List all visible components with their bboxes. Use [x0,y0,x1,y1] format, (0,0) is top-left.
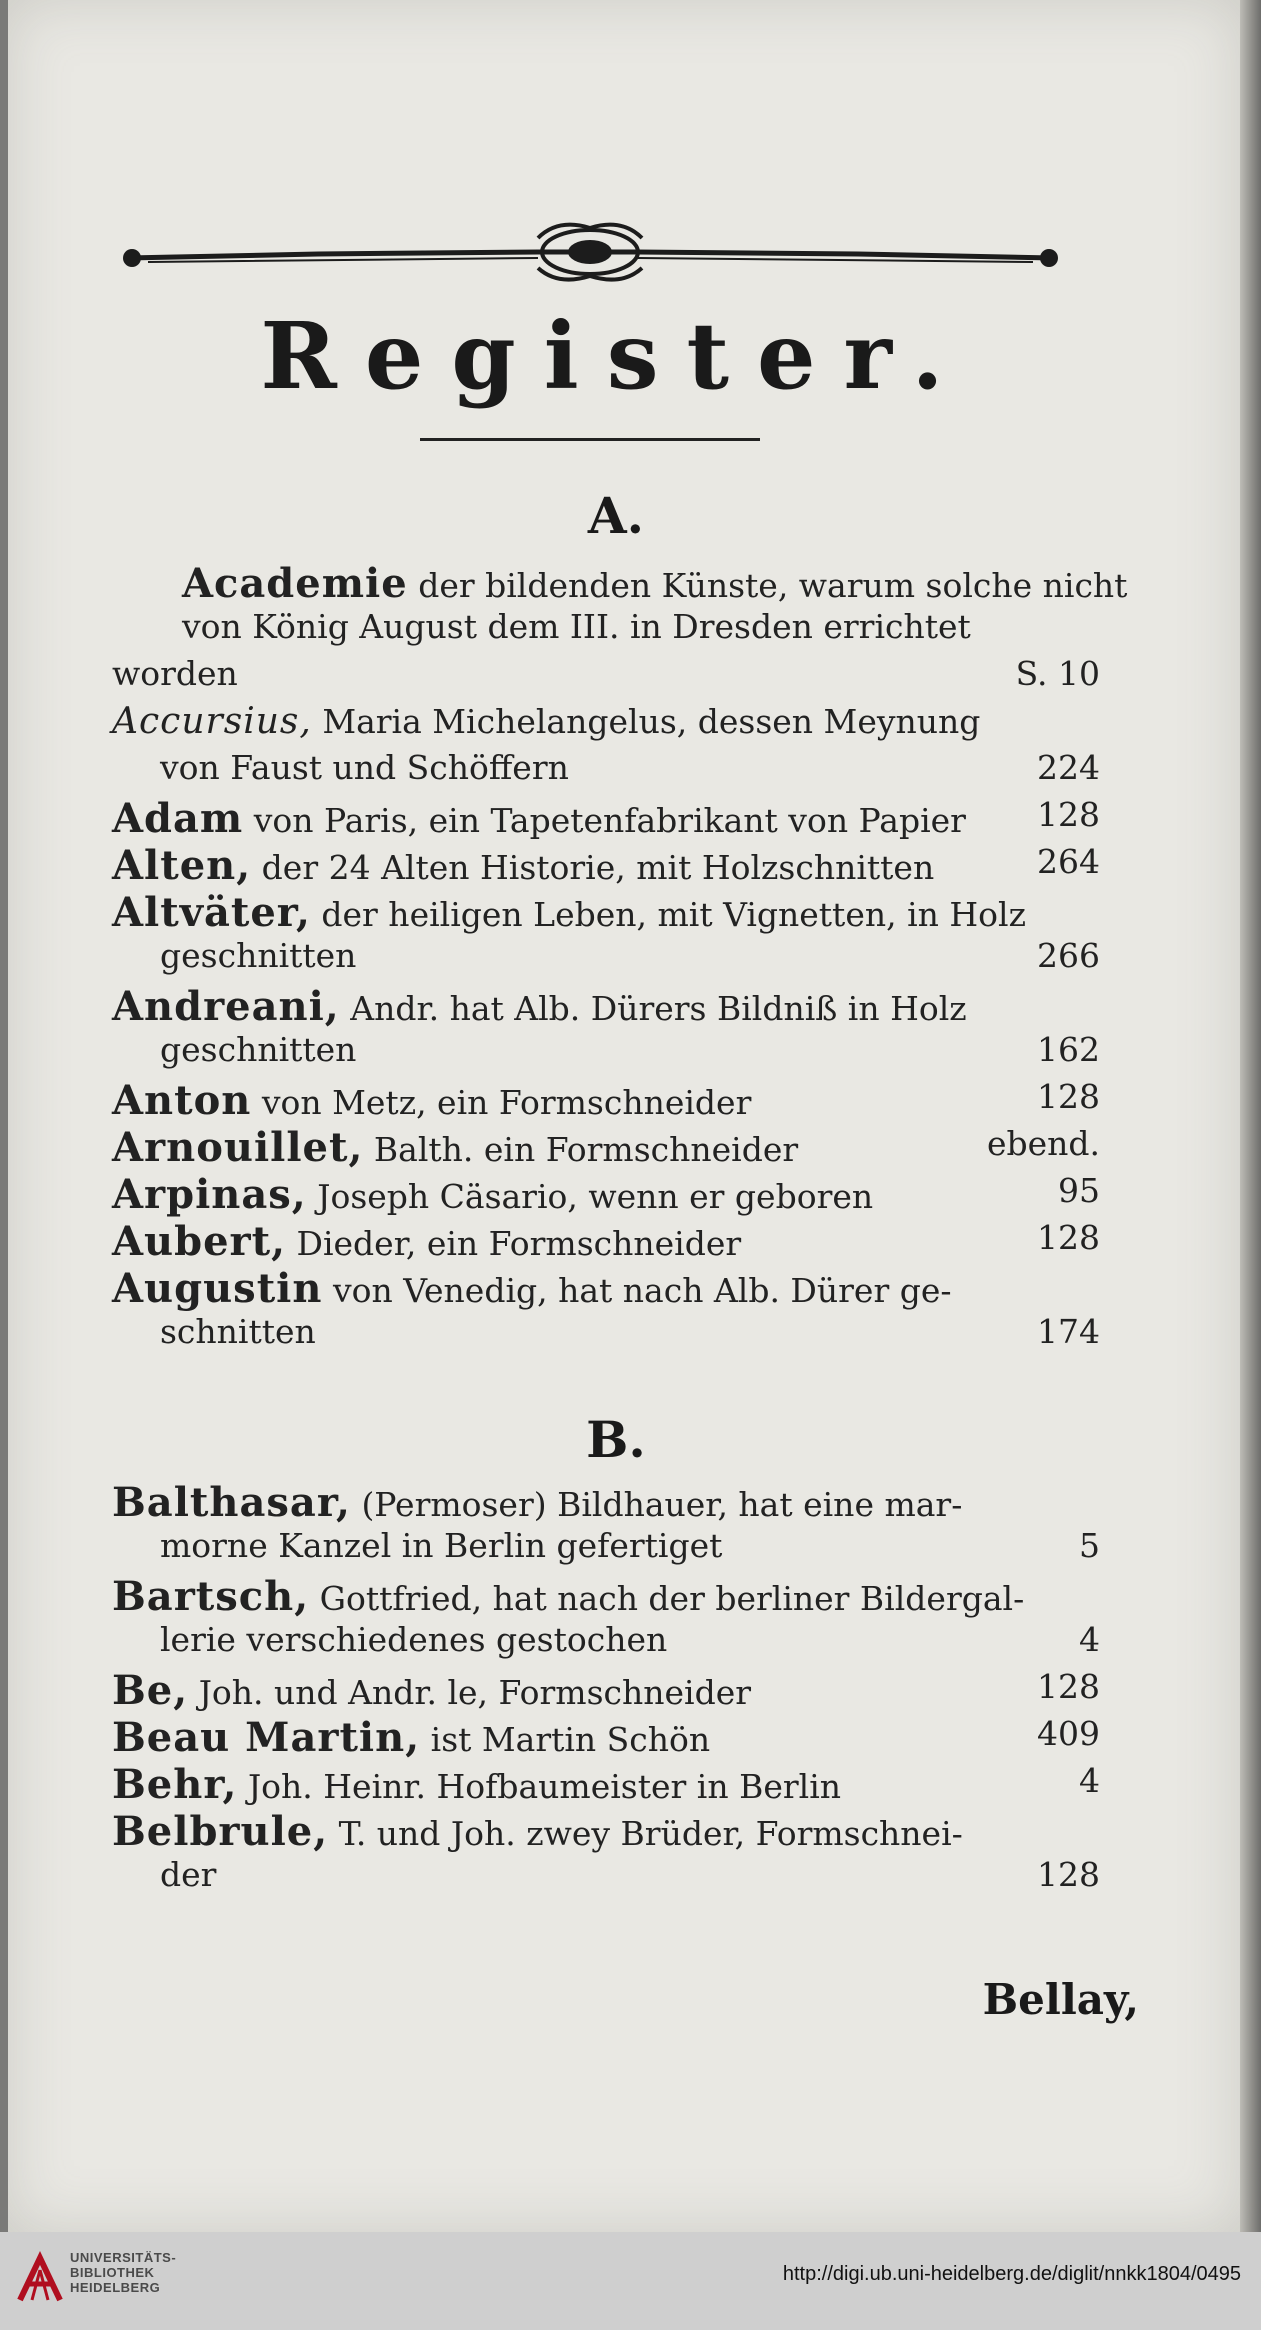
entry-line [0,1616,1232,1664]
entry-text: von Venedig, hat nach Alb. Dürer ge- [332,1271,952,1310]
entry-text: von Metz, ein Formschneider [261,1083,752,1122]
entry-first-line [112,1124,798,1171]
entry-last-line: der [160,1855,217,1894]
entry-line [0,1026,1232,1074]
entry-text: Andr. hat Alb. Dürers Bildniß in Holz [350,989,967,1028]
entry-first-line [112,701,980,742]
catchword: Bellay, [982,1975,1139,2024]
entry-headword: Adam [112,795,244,842]
entry-text: Gottfried, hat nach der berliner Bildergal- [319,1579,1025,1618]
entry-line [0,1663,1232,1714]
entry-headword: Behr, [112,1761,238,1808]
entry-first-line [112,795,966,842]
entry-page-number: 128 [1037,1855,1100,1894]
entry-first-line [112,1265,952,1312]
entry-text: Joh. und Andr. le, Formschneider [198,1673,752,1712]
entry-continuation: von König August dem III. in Dresden errichtet [182,607,971,646]
entry-line [0,885,1232,936]
entry-headword: Anton [112,1077,252,1124]
entry-line [0,1804,1232,1855]
entry-headword: Aubert, [112,1218,287,1265]
entry-text: Joh. Heinr. Hofbaumeister in Berlin [247,1767,842,1806]
entry-line [0,1710,1232,1761]
entry-first-line [112,1479,962,1526]
entry-page-number: 174 [1037,1312,1100,1351]
entry-first-line [112,1714,710,1761]
entry-headword: Be, [112,1667,189,1714]
entry-line [0,603,1232,651]
entry-last-line: lerie verschiedenes gestochen [160,1620,668,1659]
entry-text: T. und Joh. zwey Brüder, Formschnei- [338,1814,963,1853]
entry-line [0,932,1232,980]
entry-line [0,1851,1232,1899]
entry-page-number: 4 [1079,1620,1100,1659]
library-line-3: HEIDELBERG [70,2280,161,2295]
entry-headword: Arpinas, [112,1171,307,1218]
entry-page-number: 224 [1037,748,1100,787]
entry-headword: Alten, [112,842,252,889]
entry-first-line [112,1761,841,1808]
entry-text: (Permoser) Bildhauer, hat eine mar- [361,1485,963,1524]
entry-headword: Academie [182,560,408,607]
entry-line [0,1308,1232,1356]
source-url[interactable]: http://digi.ub.uni-heidelberg.de/diglit/nnkk1804/0495 [782,2263,1241,2285]
entry-page-number: 409 [1037,1714,1100,1753]
entry-first-line [112,1171,873,1218]
entry-first-line [112,1667,751,1714]
entry-page-number: 128 [1037,1667,1100,1706]
entry-line [0,1475,1232,1526]
entry-headword: Accursius, [112,701,312,742]
entry-headword: Altväter, [112,889,311,936]
entry-page-number: 128 [1037,1218,1100,1257]
entry-first-line [112,1573,1024,1620]
library-line-1: UNIVERSITÄTS- [70,2250,177,2265]
entry-last-line: von Faust und Schöffern [160,748,569,787]
entry-last-line: morne Kanzel in Berlin gefertiget [160,1526,723,1565]
entry-text: Joseph Cäsario, wenn er geboren [317,1177,874,1216]
entry-line [0,556,1232,607]
entry-line [0,1757,1232,1808]
entry-line [0,1073,1232,1124]
entry-line [0,650,1232,698]
section-letter-b: B. [586,1410,646,1469]
entry-text: Maria Michelangelus, dessen Meynung [322,702,981,741]
entry-last-line: schnitten [160,1312,316,1351]
entry-line [0,697,1232,745]
entry-page-number: 4 [1079,1761,1100,1800]
entry-headword: Belbrule, [112,1808,329,1855]
entry-first-line [112,1077,751,1124]
entry-line [0,1120,1232,1171]
library-line-2: BIBLIOTHEK [70,2265,155,2280]
entry-text: der bildenden Künste, warum solche nicht [418,566,1128,605]
entry-page-number: 266 [1037,936,1100,975]
entry-last-line: geschnitten [160,1030,357,1069]
entry-line [0,1569,1232,1620]
entry-page-number: 5 [1079,1526,1100,1565]
library-name [70,2250,176,2295]
entry-page-number: 264 [1037,842,1100,881]
section-letter-a: A. [587,486,645,545]
entry-headword: Bartsch, [112,1573,310,1620]
entry-text: ist Martin Schön [430,1720,711,1759]
entry-line [0,744,1232,792]
entry-last-line: worden [112,654,238,693]
entry-page-number: S. 10 [1015,654,1100,693]
entry-first-line [182,560,1127,607]
entry-headword: Augustin [112,1265,323,1312]
entry-page-number: ebend. [986,1124,1100,1163]
page-title: Register. [260,302,972,410]
entry-first-line [112,1808,963,1855]
library-logo-icon [14,2250,66,2308]
entry-line [0,979,1232,1030]
page-edge [1240,0,1261,2232]
entry-text: Dieder, ein Formschneider [296,1224,742,1263]
entry-first-line [112,983,967,1030]
entry-first-line [112,842,934,889]
entry-text: der 24 Alten Historie, mit Holzschnitten [261,848,935,887]
entry-headword: Beau Martin, [112,1714,421,1761]
entry-headword: Balthasar, [112,1479,351,1526]
entry-page-number: 95 [1058,1171,1100,1210]
entry-page-number: 162 [1037,1030,1100,1069]
entry-first-line [112,1218,741,1265]
entry-line [0,1261,1232,1312]
entry-page-number: 128 [1037,795,1100,834]
entry-line [0,838,1232,889]
entry-text: Balth. ein Formschneider [373,1130,799,1169]
entry-last-line: geschnitten [160,936,357,975]
entry-line [0,1214,1232,1265]
entry-line [0,791,1232,842]
entry-first-line [112,889,1026,936]
entry-line [0,1167,1232,1218]
entry-headword: Andreani, [112,983,340,1030]
entry-text: von Paris, ein Tapetenfabrikant von Papier [253,801,966,840]
entry-text: der heiligen Leben, mit Vignetten, in Holz [321,895,1026,934]
entry-page-number: 128 [1037,1077,1100,1116]
entry-headword: Arnouillet, [112,1124,364,1171]
entry-line [0,1522,1232,1570]
